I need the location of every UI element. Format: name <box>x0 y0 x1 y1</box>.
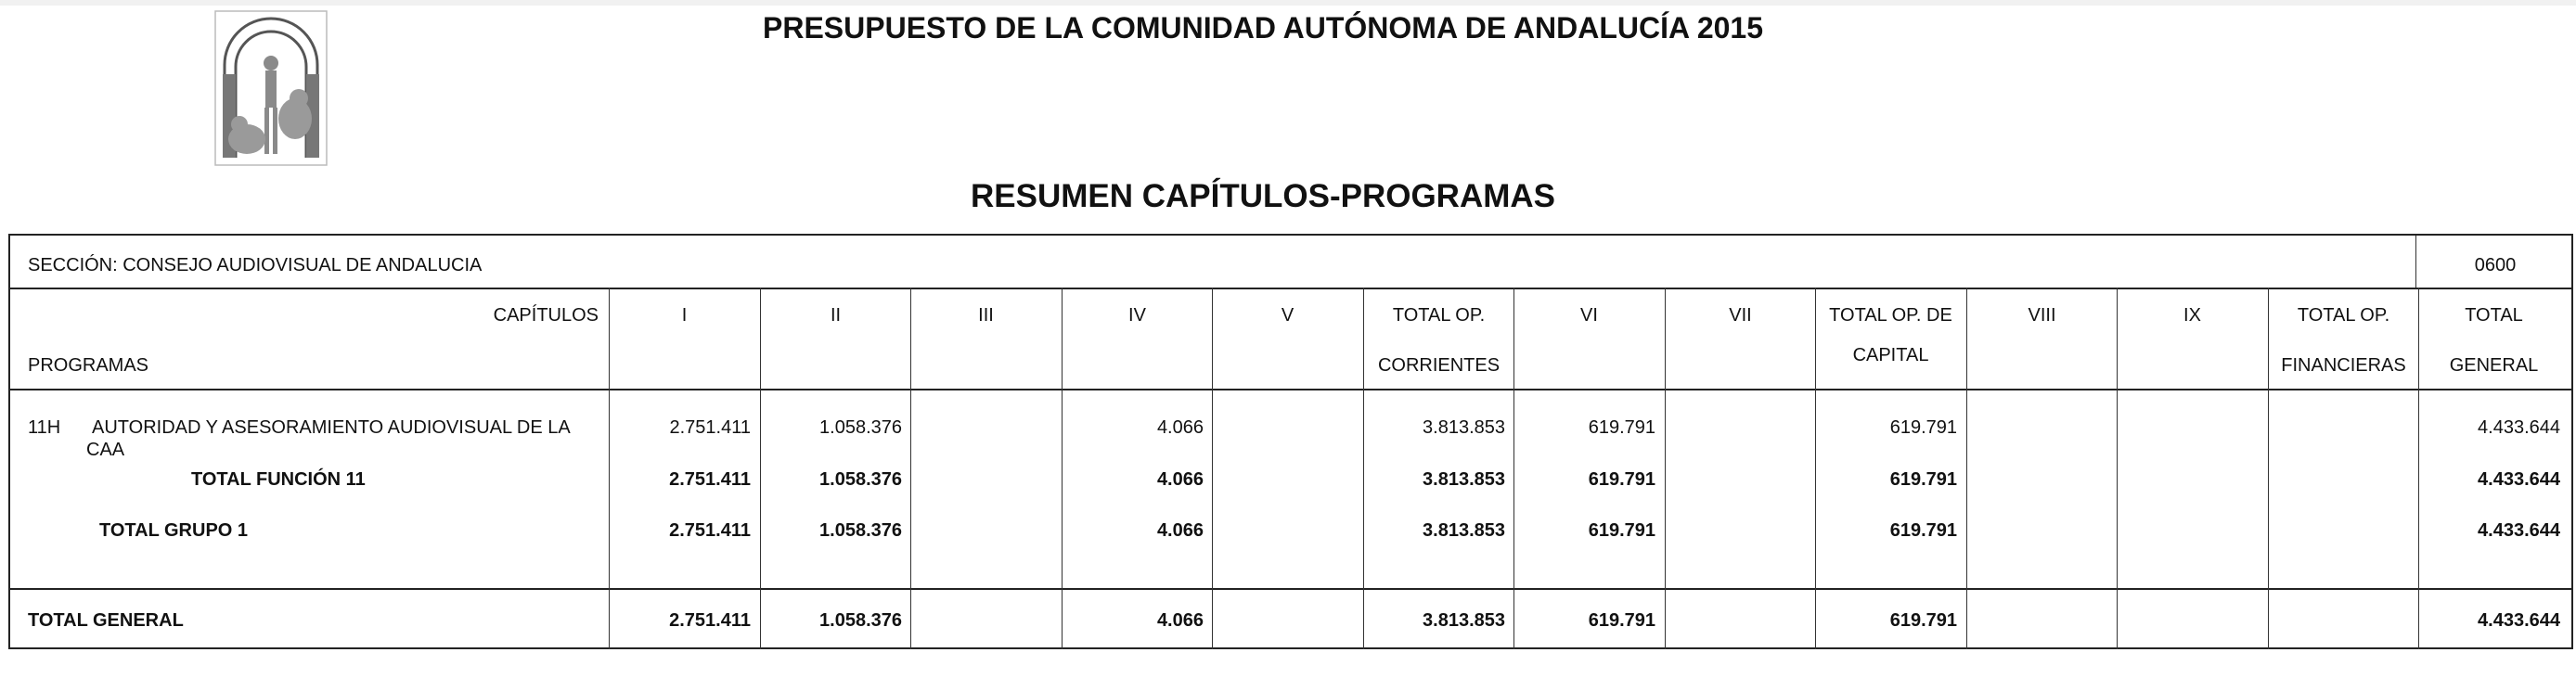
header-programas: PROGRAMAS <box>28 355 149 376</box>
table-cell: 1.058.376 <box>819 520 902 541</box>
total-funcion-label: TOTAL FUNCIÓN 11 <box>191 469 366 490</box>
table-cell: 619.791 <box>1588 610 1655 631</box>
table-cell: 2.751.411 <box>669 610 751 631</box>
table-cell: 4.066 <box>1156 469 1204 490</box>
column-header-line2: GENERAL <box>2449 355 2539 376</box>
total-general-label: TOTAL GENERAL <box>28 610 184 631</box>
table-cell: 3.813.853 <box>1423 520 1505 541</box>
column-header: IX <box>2183 305 2201 326</box>
vline-col <box>1212 288 1213 649</box>
table-cell: 3.813.853 <box>1423 610 1505 631</box>
column-header: II <box>830 305 842 326</box>
table-cell: 4.066 <box>1156 417 1204 438</box>
top-band <box>0 0 2576 6</box>
column-header: TOTAL OP. <box>2297 305 2390 326</box>
document-subtitle: RESUMEN CAPÍTULOS-PROGRAMAS <box>970 178 1556 214</box>
table-cell: 4.433.644 <box>2478 417 2560 438</box>
column-header: III <box>978 305 994 326</box>
program-name: AUTORIDAD Y ASESORAMIENTO AUDIOVISUAL DE LA <box>92 417 571 438</box>
table-cell: 1.058.376 <box>819 417 902 438</box>
summary-table <box>8 234 2573 649</box>
table-cell: 619.791 <box>1889 520 1957 541</box>
table-cell: 619.791 <box>1889 417 1957 438</box>
rule-total <box>10 588 2571 590</box>
table-cell: 4.066 <box>1156 610 1204 631</box>
program-code: 11H <box>28 417 61 438</box>
rule-section <box>10 288 2571 289</box>
table-cell: 2.751.411 <box>669 520 751 541</box>
table-cell: 619.791 <box>1889 469 1957 490</box>
column-header: TOTAL OP. <box>1392 305 1486 326</box>
section-label: SECCIÓN: CONSEJO AUDIOVISUAL DE ANDALUCIA <box>28 255 483 275</box>
table-cell: 3.813.853 <box>1423 469 1505 490</box>
vline-code <box>2415 236 2416 288</box>
column-header-line2: CAPITAL <box>1852 345 1929 365</box>
table-cell: 2.751.411 <box>669 417 751 438</box>
table-cell: 619.791 <box>1588 469 1655 490</box>
section-code: 0600 <box>2474 255 2517 275</box>
column-header: VIII <box>2028 305 2056 326</box>
column-header-line2: FINANCIERAS <box>2281 355 2406 376</box>
column-header: VI <box>1580 305 1598 326</box>
table-cell: 619.791 <box>1889 610 1957 631</box>
column-header: V <box>1281 305 1294 326</box>
column-header: TOTAL OP. DE <box>1829 305 1952 326</box>
column-header: VII <box>1729 305 1752 326</box>
rule-header <box>10 389 2571 390</box>
column-header-line2: CORRIENTES <box>1377 355 1501 376</box>
column-header: TOTAL <box>2465 305 2523 326</box>
table-cell: 2.751.411 <box>669 469 751 490</box>
table-cell: 3.813.853 <box>1423 417 1505 438</box>
column-header: IV <box>1128 305 1146 326</box>
table-cell: 4.433.644 <box>2478 520 2560 541</box>
vline-col <box>2117 288 2118 649</box>
vline-col <box>910 288 911 649</box>
table-cell: 4.433.644 <box>2478 610 2560 631</box>
table-cell: 619.791 <box>1588 417 1655 438</box>
header-capitulos: CAPÍTULOS <box>493 305 599 326</box>
table-cell: 1.058.376 <box>819 469 902 490</box>
program-name-line2: CAA <box>86 440 125 460</box>
column-header: I <box>681 305 688 326</box>
total-grupo-label: TOTAL GRUPO 1 <box>99 520 249 541</box>
table-cell: 4.066 <box>1156 520 1204 541</box>
vline-col <box>1966 288 1967 649</box>
vline-col <box>1665 288 1666 649</box>
vline-col <box>2268 288 2269 649</box>
document-title: PRESUPUESTO DE LA COMUNIDAD AUTÓNOMA DE ANDALUCÍA 2015 <box>762 11 1763 45</box>
table-cell: 619.791 <box>1588 520 1655 541</box>
table-cell: 1.058.376 <box>819 610 902 631</box>
table-cell: 4.433.644 <box>2478 469 2560 490</box>
